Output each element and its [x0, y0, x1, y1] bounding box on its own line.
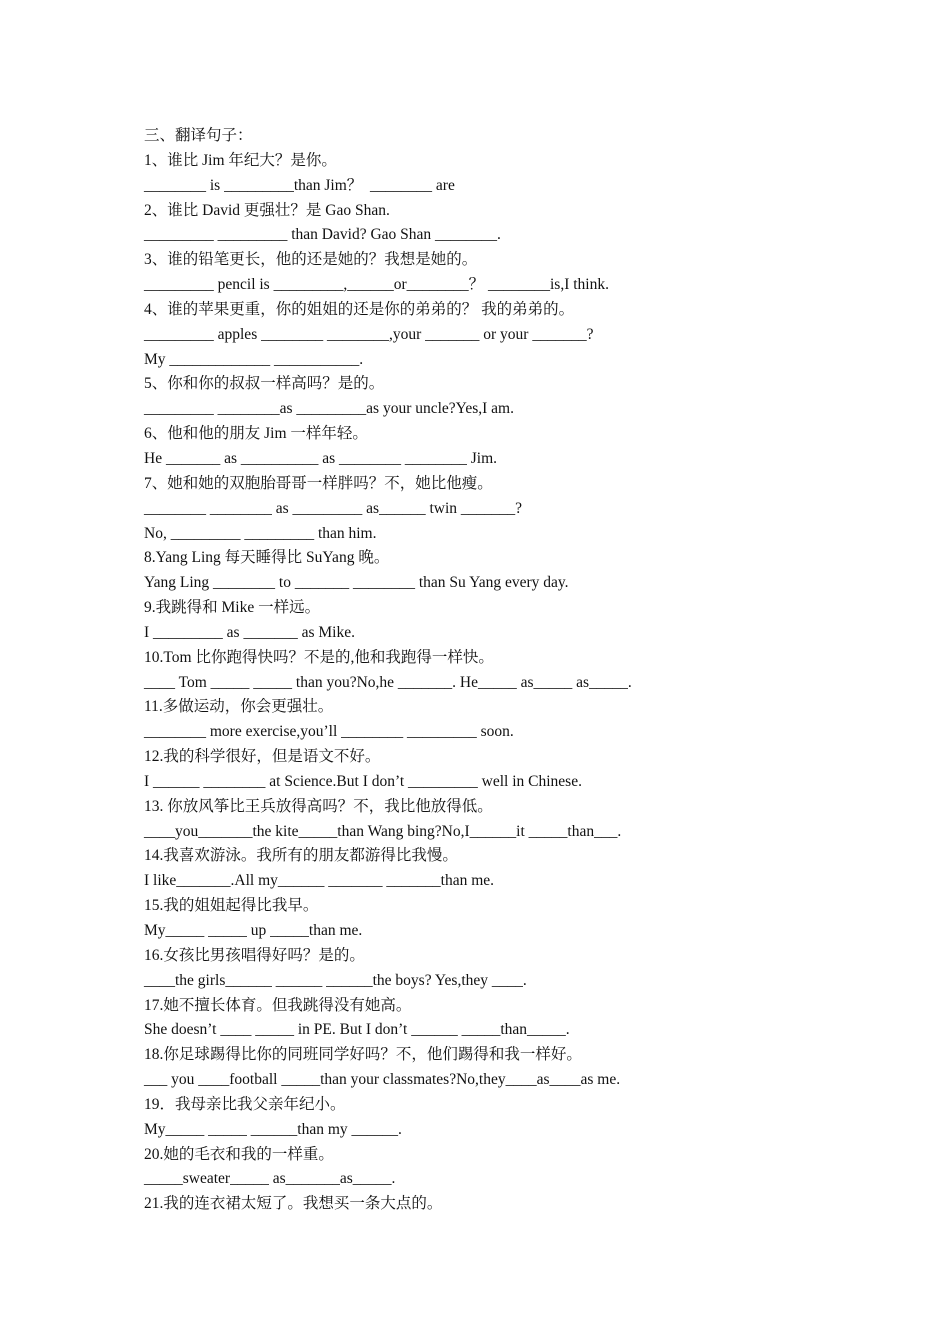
exercise-question: 18.你足球踢得比你的同班同学好吗？不，他们踢得和我一样好。 [144, 1046, 582, 1064]
answer-line: I ______ ________ at Science.But I don’t _________ well in Chinese. [144, 772, 582, 790]
answer-line: My_____ _____ ______than my ______. [144, 1120, 402, 1138]
exercise-question: 9.我跳得和 Mike 一样远。 [144, 599, 321, 617]
exercise-question: 5、你和你的叔叔一样高吗？是的。 [144, 375, 385, 393]
answer-line: She doesn’t ____ _____ in PE. But I don’t ______ _____than_____. [144, 1021, 570, 1039]
exercise-question: 11.多做运动，你会更强壮。 [144, 698, 334, 716]
exercise-question: 6、他和他的朋友 Jim 一样年轻。 [144, 425, 368, 443]
answer-line: ___ you ____football _____than your classmates?No,they____as____as me. [144, 1071, 621, 1089]
exercise-question: 3、谁的铅笔更长，他的还是她的？我想是她的。 [144, 251, 478, 269]
exercise-question: 12.我的科学很好，但是语文不好。 [144, 748, 381, 766]
answer-line: _________ apples ________ ________,your _______ or your _______? [144, 325, 594, 343]
exercise-question: 16.女孩比男孩唱得好吗？是的。 [144, 946, 365, 964]
answer-line: _________ _________ than David? Gao Shan ________. [144, 226, 501, 244]
answer-line: _________ pencil is _________,______or________？ ________is,I think. [144, 276, 609, 294]
answer-line: _________ ________as _________as your uncle?Yes,I am. [144, 400, 514, 418]
exercise-question: 14.我喜欢游泳。我所有的朋友都游得比我慢。 [144, 847, 458, 865]
exercise-question: 13. 你放风筝比王兵放得高吗？不，我比他放得低。 [144, 797, 493, 815]
exercise-question: 19．我母亲比我父亲年纪小。 [144, 1095, 346, 1113]
exercise-question: 1、谁比 Jim 年纪大？是你。 [144, 151, 337, 169]
exercise-list [144, 149, 844, 1217]
exercise-question: 21.我的连衣裙太短了。我想买一条大点的。 [144, 1195, 443, 1213]
answer-line: ________ is _________than Jim？ ________ are [144, 176, 455, 194]
exercise-question: 15.我的姐姐起得比我早。 [144, 897, 319, 915]
exercise-question: 2、谁比 David 更强壮？是 Gao Shan. [144, 201, 390, 219]
answer-line: ____the girls______ ______ ______the boys? Yes,they ____. [144, 971, 527, 989]
exercise-content [144, 124, 844, 1217]
answer-line: No, _________ _________ than him. [144, 524, 377, 542]
exercise-question: 17.她不擅长体育。但我跳得没有她高。 [144, 996, 412, 1014]
answer-line: _____sweater_____ as_______as_____. [144, 1170, 396, 1188]
answer-line: ____you_______the kite_____than Wang bing?No,I______it _____than___. [144, 822, 622, 840]
exercise-question: 8.Yang Ling 每天睡得比 SuYang 晚。 [144, 549, 390, 567]
answer-line: ____ Tom _____ _____ than you?No,he _______. He_____ as_____ as_____. [144, 673, 632, 691]
section-title: 三、翻译句子： [144, 127, 253, 144]
exercise-question: 7、她和她的双胞胎哥哥一样胖吗？不，她比他瘦。 [144, 474, 493, 492]
exercise-question: 10.Tom 比你跑得快吗？不是的,他和我跑得一样快。 [144, 648, 494, 666]
exercise-question: 20.她的毛衣和我的一样重。 [144, 1145, 334, 1163]
answer-line: He _______ as __________ as ________ ________ Jim. [144, 449, 498, 467]
answer-line: I like_______.All my______ _______ _______than me. [144, 872, 495, 890]
exercise-question: 4、谁的苹果更重，你的姐姐的还是你的弟弟的？ 我的弟弟的。 [144, 300, 575, 318]
answer-line: Yang Ling ________ to _______ ________ than Su Yang every day. [144, 574, 569, 592]
answer-line: My _____________ ___________. [144, 350, 364, 368]
answer-line: My_____ _____ up _____than me. [144, 922, 363, 939]
answer-line: ________ more exercise,you’ll ________ _________ soon. [144, 723, 514, 741]
answer-line: ________ ________ as _________ as______ twin _______? [144, 499, 523, 517]
answer-line: I _________ as _______ as Mike. [144, 623, 355, 641]
